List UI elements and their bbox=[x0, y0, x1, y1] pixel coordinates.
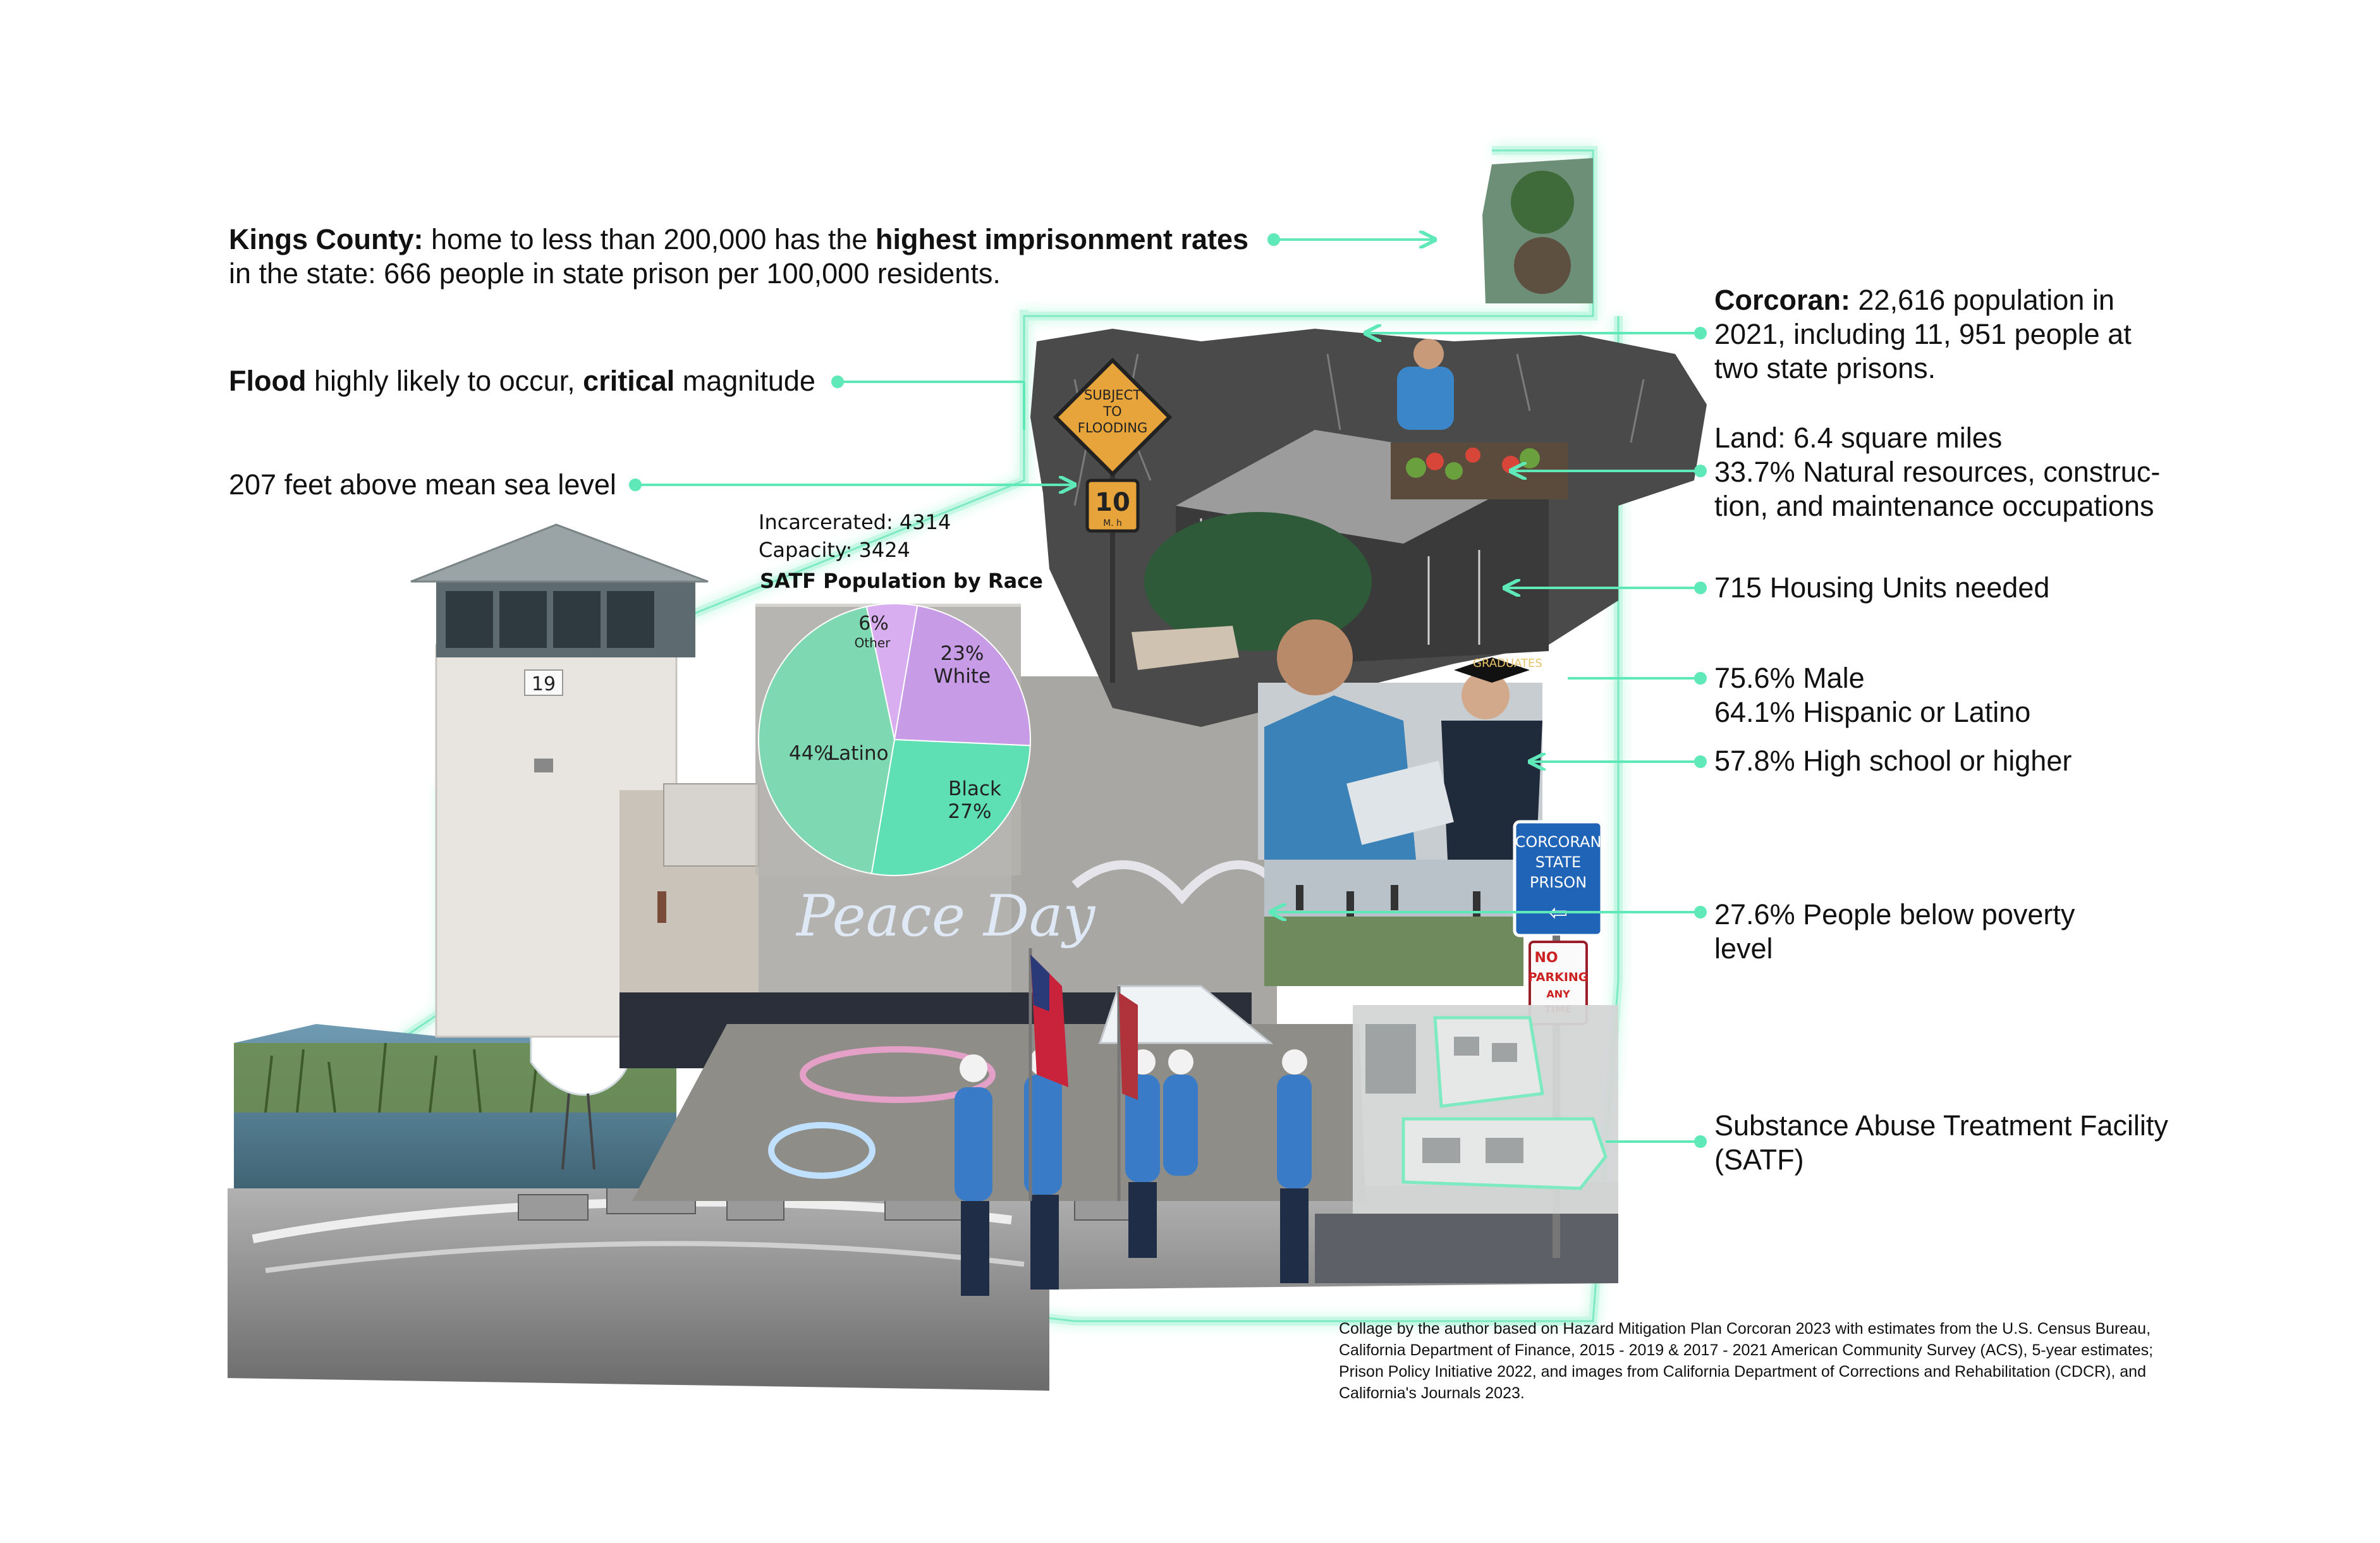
kings-county-highlight: highest imprisonment rates bbox=[875, 223, 1249, 255]
pie-label-white-pct: 23% bbox=[940, 642, 984, 665]
tree-reflection-photo bbox=[1482, 158, 1593, 303]
tower-number: 19 bbox=[531, 673, 556, 695]
sea-level-annotation bbox=[229, 468, 616, 502]
poverty-line1: 27.6% People below poverty bbox=[1714, 898, 2075, 930]
parking-sign-line2: PARKING bbox=[1528, 970, 1589, 984]
speed-sign-unit: M. h bbox=[1103, 518, 1122, 528]
flood-sign-line3: FLOODING bbox=[1077, 420, 1148, 436]
parking-sign-line1: NO bbox=[1534, 950, 1558, 966]
hispanic-text: 64.1% Hispanic or Latino bbox=[1714, 696, 2031, 728]
pie-title: SATF Population by Race bbox=[760, 569, 1043, 593]
land-annotation bbox=[1714, 421, 2160, 523]
poverty-annotation bbox=[1714, 898, 2075, 966]
flood-lead: Flood bbox=[229, 365, 307, 397]
land-line2: 33.7% Natural resources, construc- bbox=[1714, 456, 2161, 488]
corcoran-line3: two state prisons. bbox=[1714, 352, 1936, 384]
satf-line1: Substance Abuse Treatment Facility bbox=[1714, 1109, 2168, 1142]
pie-capacity: Capacity: 3424 bbox=[759, 538, 910, 562]
flood-sign-line2: TO bbox=[1103, 404, 1122, 419]
flood-annotation bbox=[229, 364, 815, 398]
pie-label-other: Other bbox=[854, 635, 891, 650]
sea-level-text: 207 feet above mean sea level bbox=[229, 468, 616, 501]
kings-county-text: home to less than 200,000 has the bbox=[423, 223, 876, 255]
corcoran-line2: 2021, including 11, 951 people at bbox=[1714, 318, 2132, 350]
kings-county-lead: Kings County: bbox=[229, 223, 424, 255]
satf-aerial-map bbox=[1353, 1005, 1618, 1214]
credit-line2: California Department of Finance, 2015 - 2019 & 2017 - 2021 American Community Survey (ACS), 5-year estimates; bbox=[1339, 1341, 2154, 1359]
courtyard-ground bbox=[632, 1024, 1365, 1201]
pie-label-latino: Latino bbox=[828, 742, 889, 765]
yard-left-photo bbox=[619, 784, 759, 992]
high-school-text: 57.8% High school or higher bbox=[1714, 745, 2072, 777]
land-line3: tion, and maintenance occupations bbox=[1714, 490, 2154, 522]
flood-sign-line1: SUBJECT bbox=[1083, 387, 1142, 403]
pie-label-other-pct: 6% bbox=[858, 613, 889, 635]
housing-text: 715 Housing Units needed bbox=[1714, 571, 2050, 604]
credit-line3: Prison Policy Initiative 2022, and images from California Department of Corrections and Rehabilitation (CDCR), and bbox=[1339, 1363, 2146, 1381]
kings-county-line2: in the state: 666 people in state prison per 100,000 residents. bbox=[229, 257, 1001, 290]
mural-text: Peace Day bbox=[796, 883, 1095, 949]
flood-critical: critical bbox=[583, 365, 675, 397]
education-annotation bbox=[1714, 744, 2072, 778]
credit-note bbox=[1339, 1318, 2153, 1404]
corcoran-annotation bbox=[1714, 283, 2132, 386]
credit-line1: Collage by the author based on Hazard Mitigation Plan Corcoran 2023 with estimates from the U.S. Census Bureau, bbox=[1339, 1320, 2151, 1338]
prison-sign-line3: PRISON bbox=[1529, 874, 1587, 891]
exercise-yard-photo bbox=[1264, 860, 1523, 986]
kings-county-annotation bbox=[229, 223, 1248, 291]
pie-slices bbox=[759, 604, 1030, 875]
prison-sign-line2: STATE bbox=[1535, 853, 1582, 871]
parking-sign-line3: ANY bbox=[1546, 988, 1570, 1000]
satf-line2: (SATF) bbox=[1714, 1144, 1804, 1176]
credit-line4: California's Journals 2023. bbox=[1339, 1384, 1525, 1402]
corcoran-lead: Corcoran: bbox=[1714, 284, 1851, 316]
pie-chart-card bbox=[755, 510, 1043, 875]
pie-incarcerated: Incarcerated: 4314 bbox=[759, 510, 951, 534]
flood-tail: magnitude bbox=[674, 365, 815, 397]
pie-label-white: White bbox=[933, 665, 991, 688]
pie-label-black: Black bbox=[948, 778, 1001, 800]
demographics-annotation bbox=[1714, 661, 2030, 729]
flood-text: highly likely to occur, bbox=[306, 365, 583, 397]
satf-annotation bbox=[1714, 1109, 2168, 1177]
corcoran-line1: 22,616 population in bbox=[1850, 284, 2115, 316]
corcoran-prison-sign bbox=[1515, 822, 1602, 936]
housing-annotation bbox=[1714, 571, 2049, 605]
prison-sign-line1: CORCORAN bbox=[1515, 833, 1602, 851]
land-line1: Land: 6.4 square miles bbox=[1714, 422, 2003, 454]
speed-sign-number: 10 bbox=[1095, 488, 1130, 517]
poverty-line2: level bbox=[1714, 932, 1773, 965]
arrow-left-icon: ⇦ bbox=[1548, 900, 1568, 926]
graduation-banner: GRADUATES bbox=[1473, 657, 1542, 670]
male-text: 75.6% Male bbox=[1714, 662, 1865, 694]
pie-label-latino-pct: 44% bbox=[789, 742, 833, 765]
pie-label-black-pct: 27% bbox=[948, 800, 992, 823]
